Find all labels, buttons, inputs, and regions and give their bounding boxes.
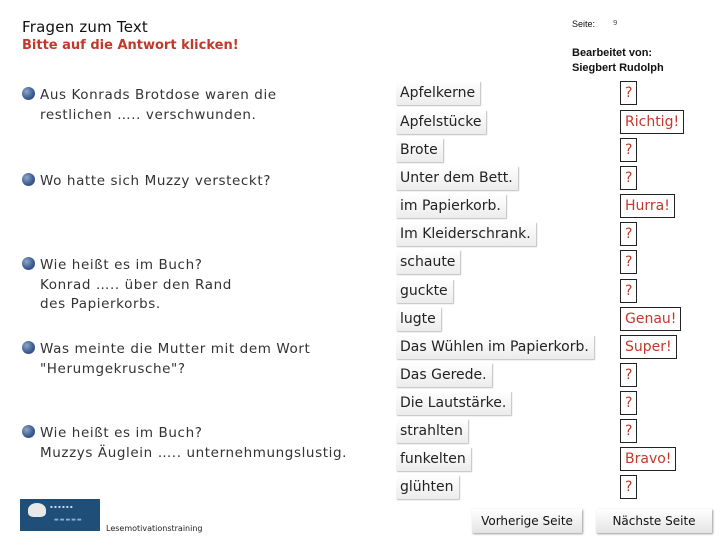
question-text: Aus Konrads Brotdose waren die restlichen ….. verschwunden. bbox=[40, 87, 277, 123]
sphere-bullet-icon bbox=[22, 173, 35, 186]
question-2 bbox=[22, 172, 271, 192]
answer-button[interactable]: Das Gerede. bbox=[396, 363, 492, 387]
answer-button[interactable]: Unter dem Bett. bbox=[396, 166, 518, 190]
sphere-bullet-icon bbox=[22, 87, 35, 100]
answer-button[interactable]: strahlten bbox=[396, 419, 468, 443]
answer-button[interactable]: schaute bbox=[396, 250, 460, 274]
question-text: Wo hatte sich Muzzy versteckt? bbox=[40, 173, 272, 189]
instruction-text: Bitte auf die Antwort klicken! bbox=[22, 38, 239, 53]
previous-page-button[interactable]: Vorherige Seite bbox=[472, 509, 582, 533]
sphere-bullet-icon bbox=[22, 425, 35, 438]
question-text: Was meinte die Mutter mit dem Wort "Herumgekrusche"? bbox=[40, 341, 311, 377]
answer-button[interactable]: Apfelstücke bbox=[396, 110, 486, 134]
question-5 bbox=[22, 424, 347, 463]
page-title: Fragen zum Text bbox=[22, 18, 149, 36]
feedback-badge: ? bbox=[620, 279, 637, 303]
feedback-badge: ? bbox=[620, 391, 637, 415]
edited-by: Bearbeitet von: Siegbert Rudolph bbox=[572, 47, 664, 74]
answer-button[interactable]: glühten bbox=[396, 475, 459, 499]
question-3 bbox=[22, 256, 232, 315]
feedback-badge: ? bbox=[620, 475, 637, 499]
question-1 bbox=[22, 86, 277, 125]
answer-button[interactable]: Das Wühlen im Papierkorb. bbox=[396, 335, 594, 359]
sphere-bullet-icon bbox=[22, 341, 35, 354]
question-4 bbox=[22, 340, 310, 379]
page-label: Seite: bbox=[572, 19, 596, 29]
answer-button[interactable]: lugte bbox=[396, 307, 441, 331]
feedback-badge: ? bbox=[620, 166, 637, 190]
answer-button[interactable]: Apfelkerne bbox=[396, 81, 480, 105]
feedback-badge: ? bbox=[620, 250, 637, 274]
feedback-badge: ? bbox=[620, 363, 637, 387]
question-text: Wie heißt es im Buch? Muzzys Äuglein ….. unternehmungslustig. bbox=[40, 425, 348, 461]
page-number: 9 bbox=[613, 19, 618, 27]
answer-button[interactable]: Die Lautstärke. bbox=[396, 391, 511, 415]
answer-button[interactable]: Im Kleiderschrank. bbox=[396, 222, 536, 246]
feedback-badge: ? bbox=[620, 81, 637, 105]
feedback-badge: ? bbox=[620, 222, 637, 246]
feedback-badge: Richtig! bbox=[620, 110, 684, 134]
next-page-button[interactable]: Nächste Seite bbox=[596, 509, 712, 533]
feedback-badge: Bravo! bbox=[620, 447, 676, 471]
feedback-badge: Genau! bbox=[620, 307, 681, 331]
feedback-badge: Super! bbox=[620, 335, 677, 359]
answer-button[interactable]: guckte bbox=[396, 279, 453, 303]
sphere-bullet-icon bbox=[22, 257, 35, 270]
answer-button[interactable]: Brote bbox=[396, 138, 443, 162]
feedback-badge: ? bbox=[620, 138, 637, 162]
question-text: Wie heißt es im Buch? Konrad ….. über den Rand des Papierkorbs. bbox=[40, 257, 232, 312]
answer-button[interactable]: im Papierkorb. bbox=[396, 194, 506, 218]
school-logo-icon: ▪ ▪ ▪ ▪ ▪ ▪ ▬▬▬▬▬ bbox=[20, 499, 100, 531]
answer-button[interactable]: funkelten bbox=[396, 447, 471, 471]
feedback-badge: Hurra! bbox=[620, 194, 675, 218]
feedback-badge: ? bbox=[620, 419, 637, 443]
training-label: Lesemotivationstraining bbox=[106, 524, 203, 533]
